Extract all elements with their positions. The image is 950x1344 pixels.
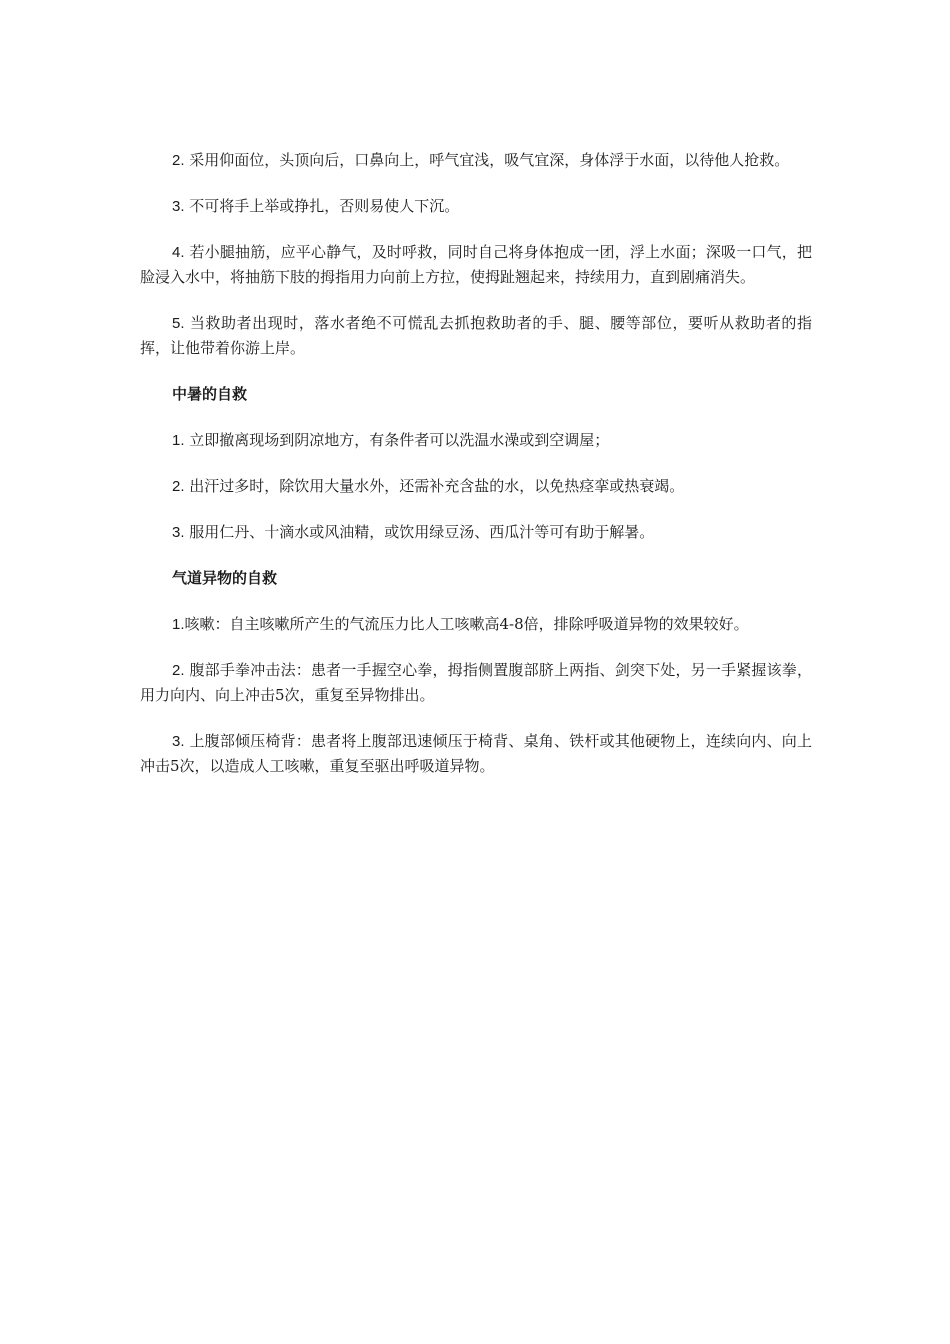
item-text: 采用仰面位，头顶向后，口鼻向上，呼气宜浅，吸气宜深，身体浮于水面，以待他人抢救。: [189, 151, 790, 169]
drowning-item-5: [140, 311, 812, 361]
heatstroke-item-2: [140, 474, 812, 499]
item-number: 1.: [172, 616, 185, 633]
heatstroke-heading: 中暑的自救: [172, 385, 248, 403]
item-number: 3.: [172, 733, 185, 750]
item-number: 5.: [172, 315, 185, 332]
item-number: 2.: [172, 152, 185, 169]
item-text: 不可将手上举或挣扎，否则易使人下沉。: [189, 197, 460, 215]
item-text: 咳嗽：自主咳嗽所产生的气流压力比人工咳嗽高4-8倍，排除呼吸道异物的效果较好。: [184, 615, 749, 633]
drowning-item-3: [140, 194, 812, 219]
item-text: 立即撤离现场到阴凉地方，有条件者可以洗温水澡或到空调屋；: [189, 431, 610, 449]
airway-heading: 气道异物的自救: [172, 569, 278, 587]
item-text: 上腹部倾压椅背：患者将上腹部迅速倾压于椅背、桌角、铁杆或其他硬物上，连续向内、向上冲击5次，以造成人工咳嗽，重复至驱出呼吸道异物。: [140, 732, 812, 775]
item-number: 1.: [172, 432, 185, 449]
item-text: 当救助者出现时，落水者绝不可慌乱去抓抱救助者的手、腿、腰等部位，要听从救助者的指挥，让他带着你游上岸。: [140, 314, 812, 357]
heatstroke-item-3: [140, 520, 812, 545]
drowning-item-2: [140, 148, 812, 173]
airway-item-2: [140, 658, 812, 708]
item-number: 3.: [172, 524, 185, 541]
airway-item-1: [140, 612, 812, 637]
item-text: 腹部手拳冲击法：患者一手握空心拳，拇指侧置腹部脐上两指、剑突下处，另一手紧握该拳，用力向内、向上冲击5次，重复至异物排出。: [140, 661, 812, 704]
airway-item-3: [140, 729, 812, 779]
item-number: 4.: [172, 244, 185, 261]
item-number: 2.: [172, 662, 185, 679]
item-text: 出汗过多时，除饮用大量水外，还需补充含盐的水，以免热痉挛或热衰竭。: [189, 477, 685, 495]
item-number: 3.: [172, 198, 185, 215]
item-number: 2.: [172, 478, 185, 495]
drowning-item-4: [140, 240, 812, 290]
item-text: 若小腿抽筋，应平心静气，及时呼救，同时自己将身体抱成一团，浮上水面；深吸一口气，把脸浸入水中，将抽筋下肢的拇指用力向前上方拉，使拇趾翘起来，持续用力，直到剧痛消失。: [140, 243, 812, 286]
heatstroke-item-1: [140, 428, 812, 453]
document-page: [140, 148, 812, 800]
item-text: 服用仁丹、十滴水或风油精，或饮用绿豆汤、西瓜汁等可有助于解暑。: [189, 523, 655, 541]
